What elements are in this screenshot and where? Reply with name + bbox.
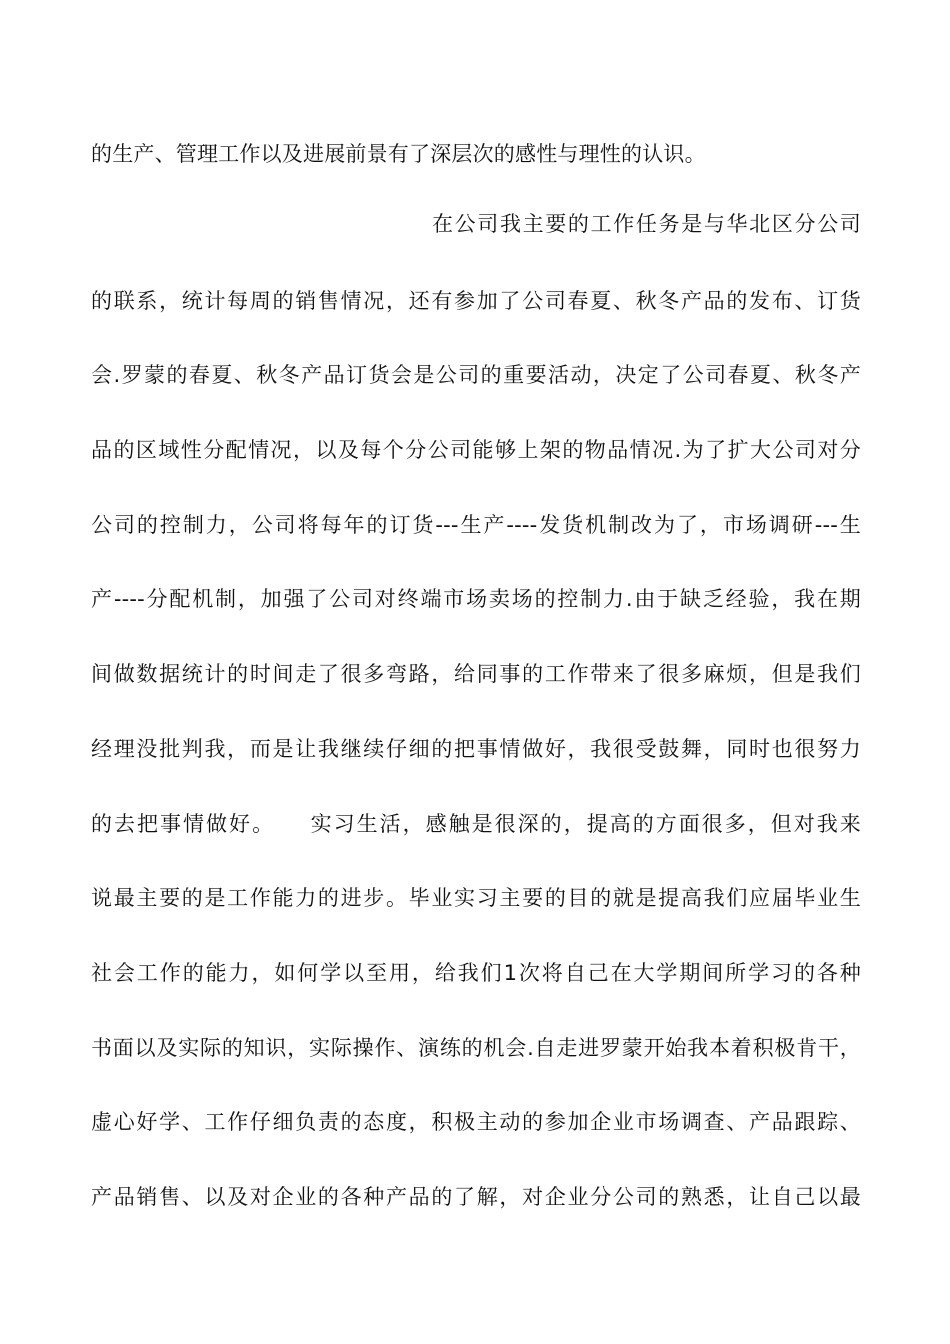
text-line-8: 间做数据统计的时间走了很多弯路，给同事的工作带来了很多麻烦，但是我们	[91, 662, 861, 686]
text-line-10: 的去把事情做好。 实习生活，感触是很深的，提高的方面很多，但对我来	[91, 812, 861, 836]
text-line-12: 社会工作的能力，如何学以至用，给我们1次将自己在大学期间所学习的各种	[91, 961, 861, 985]
text-line-1: 的生产、管理工作以及进展前景有了深层次的感性与理性的认识。	[91, 142, 706, 166]
text-line-6: 公司的控制力，公司将每年的订货---生产----发货机制改为了，市场调研---生	[91, 513, 861, 537]
text-line-13: 书面以及实际的知识，实际操作、演练的机会.自走进罗蒙开始我本着积极肯干，	[91, 1036, 861, 1060]
text-line-11: 说最主要的是工作能力的进步。毕业实习主要的目的就是提高我们应届毕业生	[91, 886, 861, 910]
text-line-14: 虚心好学、工作仔细负责的态度，积极主动的参加企业市场调查、产品跟踪、	[91, 1110, 861, 1134]
text-line-15: 产品销售、以及对企业的各种产品的了解，对企业分公司的熟悉，让自己以最	[91, 1185, 861, 1209]
text-line-9: 经理没批判我，而是让我继续仔细的把事情做好，我很受鼓舞，同时也很努力	[91, 737, 861, 761]
text-line-3: 的联系，统计每周的销售情况，还有参加了公司春夏、秋冬产品的发布、订货	[91, 289, 861, 313]
text-line-7: 产----分配机制，加强了公司对终端市场卖场的控制力.由于缺乏经验，我在期	[91, 587, 861, 611]
text-line-2: 在公司我主要的工作任务是与华北区分公司	[432, 212, 861, 236]
text-line-4: 会.罗蒙的春夏、秋冬产品订货会是公司的重要活动，决定了公司春夏、秋冬产	[91, 363, 861, 387]
text-line-5: 品的区域性分配情况，以及每个分公司能够上架的物品情况.为了扩大公司对分	[91, 438, 861, 462]
